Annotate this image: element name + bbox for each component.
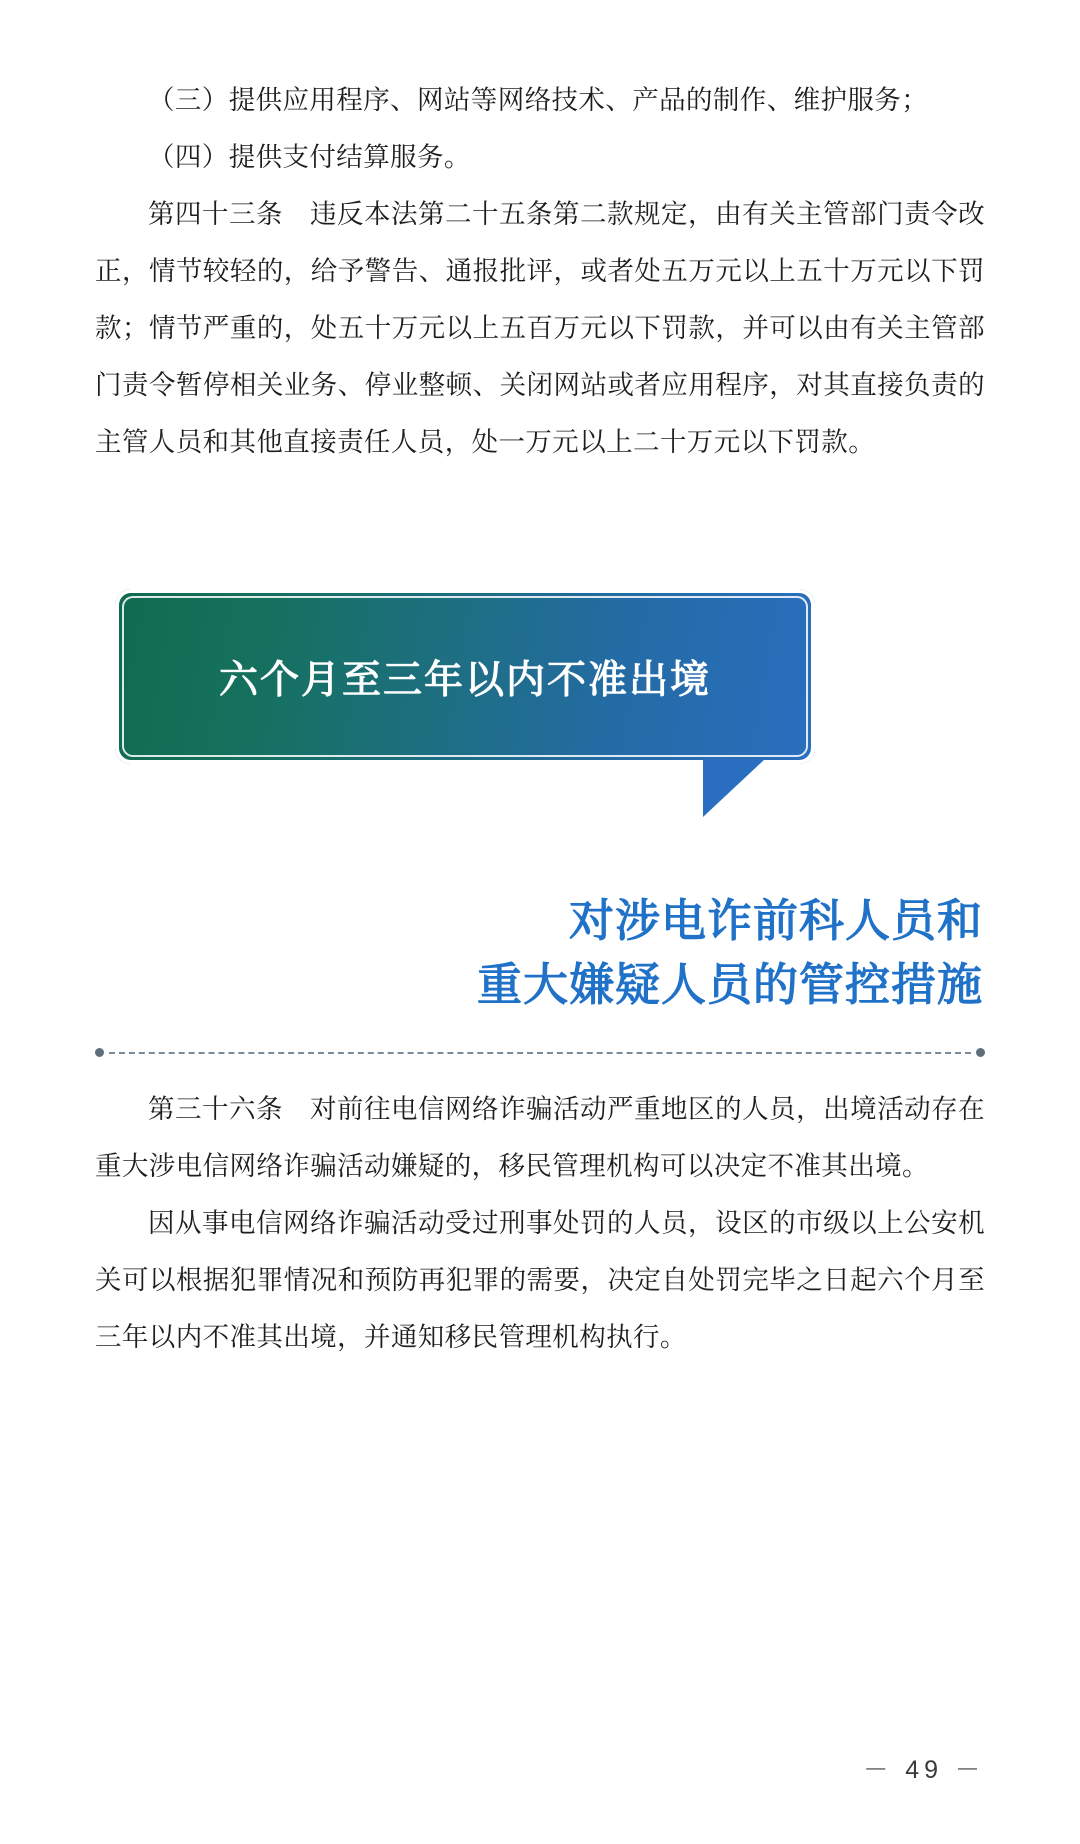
page-number: － 49 － bbox=[863, 1756, 985, 1784]
article-36-paragraph-2: 因从事电信网络诈骗活动受过刑事处罚的人员，设区的市级以上公安机关可以根据犯罪情况和预防再犯罪的需要，决定自处罚完毕之日起六个月至三年以内不准其出境，并通知移民管理机构执行。 bbox=[95, 1208, 985, 1352]
divider-dot-right bbox=[976, 1048, 985, 1057]
section-title-line-1: 对涉电诈前科人员和 bbox=[568, 895, 983, 946]
list-item: （三）提供应用程序、网站等网络技术、产品的制作、维护服务； bbox=[148, 85, 929, 115]
divider-line bbox=[109, 1052, 971, 1054]
list-item: （四）提供支付结算服务。 bbox=[148, 142, 471, 172]
article-43-paragraph: 第四十三条 违反本法第二十五条第二款规定，由有关主管部门责令改正，情节较轻的，给予警告、通报批评，或者处五万元以上五十万元以下罚款；情节严重的，处五十万元以上五百万元以下罚款，并可以由有关主管部门责令暂停相关业务、停业整顿、关闭网站或者应用程序，对其直接负责的主管人员和其他直接责任人员，处一万元以上二十万元以下罚款。 bbox=[95, 199, 985, 457]
bubble-tail bbox=[703, 759, 765, 817]
divider-dot-left bbox=[95, 1048, 104, 1057]
section-title-line-2: 重大嫌疑人员的管控措施 bbox=[476, 959, 983, 1010]
dashed-divider bbox=[95, 1047, 985, 1059]
section-title bbox=[95, 889, 985, 1017]
banner-label: 六个月至三年以内不准出境 bbox=[218, 658, 711, 702]
lower-text-block bbox=[95, 1081, 985, 1366]
article-36-paragraph: 第三十六条 对前往电信网络诈骗活动严重地区的人员，出境活动存在重大涉电信网络诈骗活动嫌疑的，移民管理机构可以决定不准其出境。 bbox=[95, 1094, 985, 1181]
top-items-block bbox=[95, 0, 985, 186]
bubble-body bbox=[115, 589, 815, 764]
banner-speech-bubble bbox=[115, 589, 815, 789]
